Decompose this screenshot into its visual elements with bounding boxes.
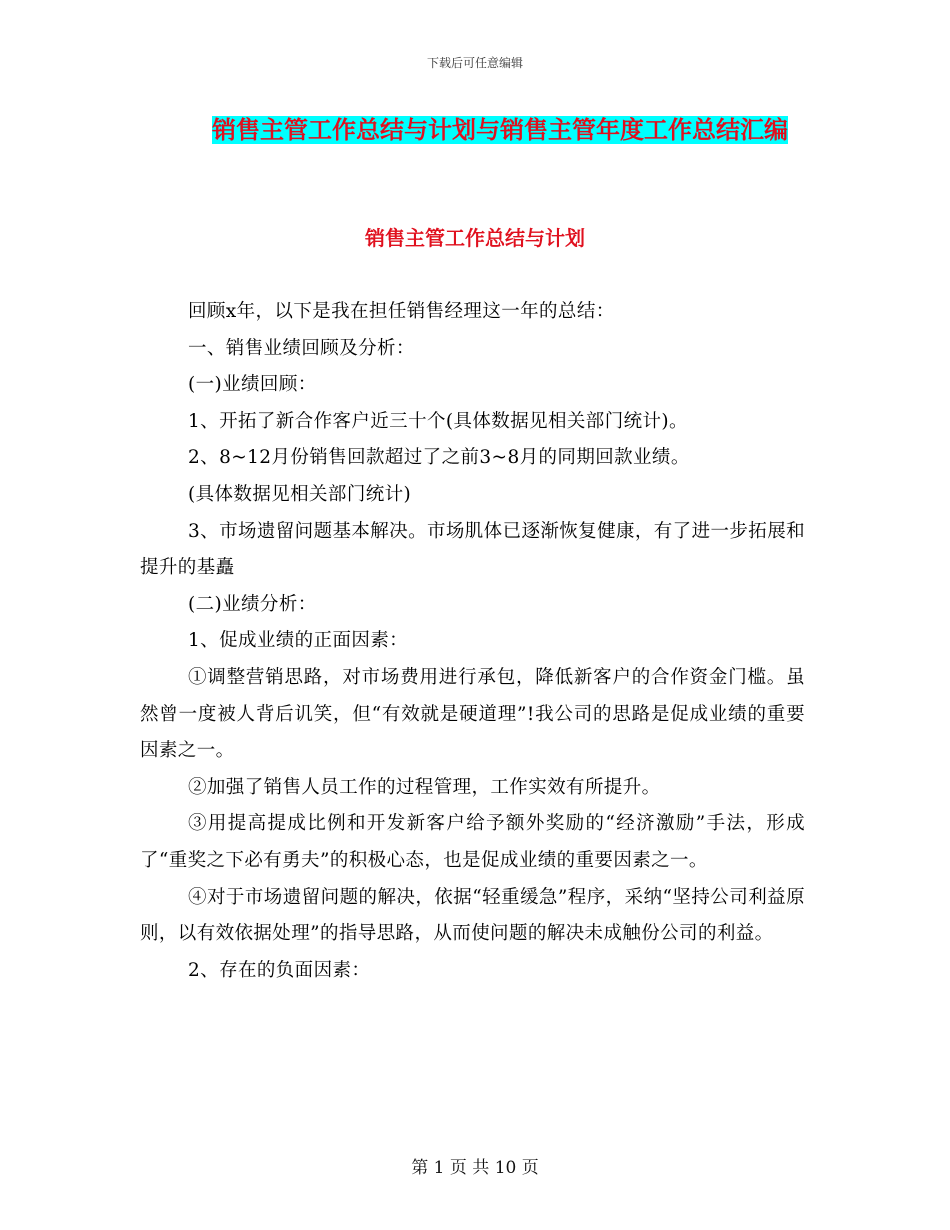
paragraph: 3、市场遗留问题基本解决。市场肌体已逐渐恢复健康，有了进一步拓展和提升的基矗 [140, 520, 805, 579]
paragraph: ①调整营销思路，对市场费用进行承包，降低新客户的合作资金门槛。虽然曾一度被人背后讥笑，但“有效就是硬道理”!我公司的思路是促成业绩的重要因素之一。 [140, 666, 805, 762]
page-footer: 第 1 页 共 10 页 [411, 1158, 539, 1178]
paragraph: 一、销售业绩回顾及分析： [188, 337, 415, 359]
paragraph: 1、促成业绩的正面因素： [188, 630, 409, 652]
paragraph: 2、存在的负面因素： [188, 959, 371, 981]
paragraph: ④对于市场遗留问题的解决，依据“轻重缓急”程序，采纳“坚持公司利益原则，以有效依据处理”的指导思路，从而使问题的解决未成触份公司的利益。 [140, 886, 805, 945]
paragraph: ③用提高提成比例和开发新客户给予额外奖励的“经济激励”手法，形成了“重奖之下必有勇夫”的积极心态，也是促成业绩的重要因素之一。 [140, 813, 805, 871]
paragraph: 回顾x年，以下是我在担任销售经理这一年的总结： [188, 301, 615, 322]
document-title [150, 108, 850, 152]
paragraph: (一)业绩回顾： [188, 374, 317, 396]
paragraph: (具体数据见相关部门统计) [188, 483, 412, 505]
paragraph: 1、开拓了新合作客户近三十个(具体数据见相关部门统计)。 [188, 410, 688, 432]
paragraph: (二)业绩分析： [188, 593, 317, 615]
header-note: 下载后可任意编辑 [426, 56, 523, 70]
document-body [140, 294, 805, 989]
document-title-text: 销售主管工作总结与计划与销售主管年度工作总结汇编 [212, 116, 788, 144]
section-title: 销售主管工作总结与计划 [365, 226, 585, 250]
paragraph: 2、8~12月份销售回款超过了之前3~8月的同期回款业绩。 [188, 447, 690, 469]
paragraph: ②加强了销售人员工作的过程管理，工作实效有所提升。 [188, 776, 661, 798]
